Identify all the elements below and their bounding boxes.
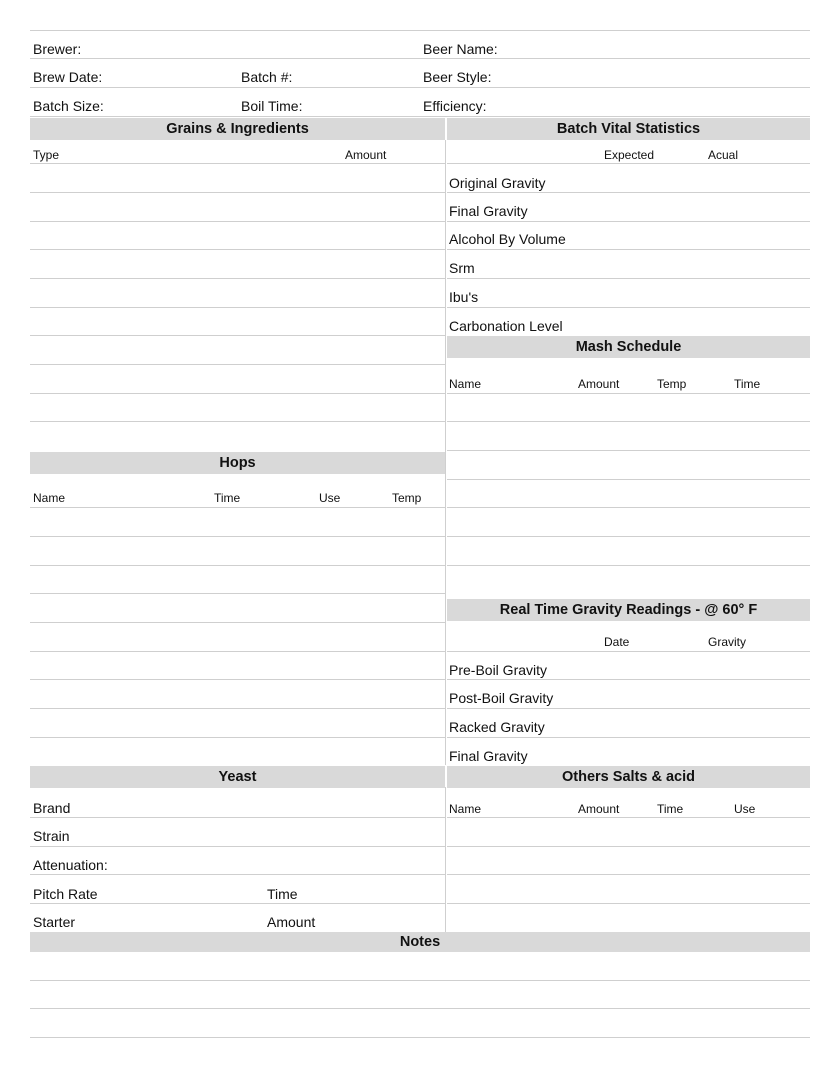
vitals-section-title: Batch Vital Statistics — [447, 118, 810, 140]
yeast-section-title: Yeast — [30, 766, 445, 788]
salts-rule — [447, 874, 810, 875]
yeast-starter-label: Starter — [33, 914, 76, 930]
hops-col-time: Time — [214, 491, 241, 505]
vitals-rule — [447, 278, 810, 279]
mash-section-title: Mash Schedule — [447, 336, 810, 358]
grains-rule — [30, 221, 445, 222]
mash-rule — [447, 507, 810, 508]
grains-rule — [30, 307, 445, 308]
vitals-row-label: Srm — [449, 260, 475, 276]
vitals-rule — [447, 192, 810, 193]
mash-rule — [447, 450, 810, 451]
batch-size-label: Batch Size: — [33, 98, 104, 114]
grains-rule — [30, 364, 445, 365]
notes-rule — [30, 980, 810, 981]
mash-col-amount: Amount — [578, 377, 620, 391]
column-divider — [445, 140, 446, 765]
yeast-rule — [30, 903, 445, 904]
vitals-row-label: Alcohol By Volume — [449, 231, 566, 247]
vitals-col-actual: Acual — [708, 148, 739, 162]
yeast-brand-label: Brand — [33, 800, 71, 816]
salts-col-use: Use — [734, 802, 756, 816]
vitals-rule — [447, 307, 810, 308]
yeast-rule — [30, 874, 445, 875]
vitals-row-label: Ibu's — [449, 289, 479, 305]
gravity-col-gravity: Gravity — [708, 635, 747, 649]
hops-rule — [30, 536, 445, 537]
salts-col-name: Name — [449, 802, 482, 816]
salts-rule — [447, 903, 810, 904]
mash-col-temp: Temp — [657, 377, 687, 391]
rule — [30, 58, 810, 59]
grains-section-title: Grains & Ingredients — [30, 118, 445, 140]
hops-col-name: Name — [33, 491, 66, 505]
vitals-rule — [447, 249, 810, 250]
vitals-row-label: Original Gravity — [449, 175, 546, 191]
salts-col-time: Time — [657, 802, 684, 816]
boil-time-label: Boil Time: — [241, 98, 303, 114]
gravity-row-label: Post-Boil Gravity — [449, 690, 554, 706]
efficiency-label: Efficiency: — [423, 98, 487, 114]
grains-rule — [30, 335, 445, 336]
hops-section-title: Hops — [30, 452, 445, 474]
grains-col-type: Type — [33, 148, 60, 162]
vitals-col-expected: Expected — [604, 148, 655, 162]
salts-rule — [447, 817, 810, 818]
mash-rule — [447, 536, 810, 537]
gravity-rule — [447, 737, 810, 738]
gravity-row-label: Racked Gravity — [449, 719, 545, 735]
grains-rule — [30, 249, 445, 250]
gravity-rule — [447, 679, 810, 680]
yeast-attenuation-label: Attenuation: — [33, 857, 108, 873]
mash-rule — [447, 565, 810, 566]
brewer-label: Brewer: — [33, 41, 82, 57]
vitals-row-label: Final Gravity — [449, 203, 528, 219]
yeast-amount-label: Amount — [267, 914, 316, 930]
column-divider — [445, 787, 446, 932]
hops-rule — [30, 651, 445, 652]
yeast-rule — [30, 846, 445, 847]
vitals-rule — [447, 163, 810, 164]
salts-col-amount: Amount — [578, 802, 620, 816]
grains-rule — [30, 163, 445, 164]
vitals-rule — [447, 221, 810, 222]
salts-section-title: Others Salts & acid — [447, 766, 810, 788]
gravity-section-title: Real Time Gravity Readings - @ 60° F — [447, 599, 810, 621]
grains-rule — [30, 192, 445, 193]
rule — [30, 116, 810, 117]
gravity-row-label: Pre-Boil Gravity — [449, 662, 548, 678]
mash-rule — [447, 479, 810, 480]
gravity-rule — [447, 651, 810, 652]
mash-rule — [447, 421, 810, 422]
yeast-rule — [30, 817, 445, 818]
hops-rule — [30, 737, 445, 738]
yeast-pitch-rate-label: Pitch Rate — [33, 886, 98, 902]
hops-rule — [30, 622, 445, 623]
rule — [30, 30, 810, 31]
grains-rule — [30, 393, 445, 394]
mash-col-name: Name — [449, 377, 482, 391]
hops-rule — [30, 565, 445, 566]
hops-col-temp: Temp — [392, 491, 422, 505]
yeast-strain-label: Strain — [33, 828, 70, 844]
yeast-time-label: Time — [267, 886, 298, 902]
brew-date-label: Brew Date: — [33, 69, 103, 85]
notes-rule — [30, 1037, 810, 1038]
grains-col-amount: Amount — [345, 148, 387, 162]
hops-rule — [30, 593, 445, 594]
beer-name-label: Beer Name: — [423, 41, 498, 57]
batch-number-label: Batch #: — [241, 69, 293, 85]
grains-rule — [30, 278, 445, 279]
hops-rule — [30, 507, 445, 508]
hops-col-use: Use — [319, 491, 341, 505]
hops-rule — [30, 679, 445, 680]
mash-rule — [447, 393, 810, 394]
notes-section-title: Notes — [30, 932, 810, 952]
beer-style-label: Beer Style: — [423, 69, 492, 85]
gravity-row-label: Final Gravity — [449, 748, 528, 764]
mash-col-time: Time — [734, 377, 761, 391]
salts-rule — [447, 846, 810, 847]
vitals-row-label: Carbonation Level — [449, 318, 563, 334]
gravity-rule — [447, 708, 810, 709]
hops-rule — [30, 708, 445, 709]
grains-rule — [30, 421, 445, 422]
rule — [30, 87, 810, 88]
gravity-col-date: Date — [604, 635, 630, 649]
notes-rule — [30, 1008, 810, 1009]
